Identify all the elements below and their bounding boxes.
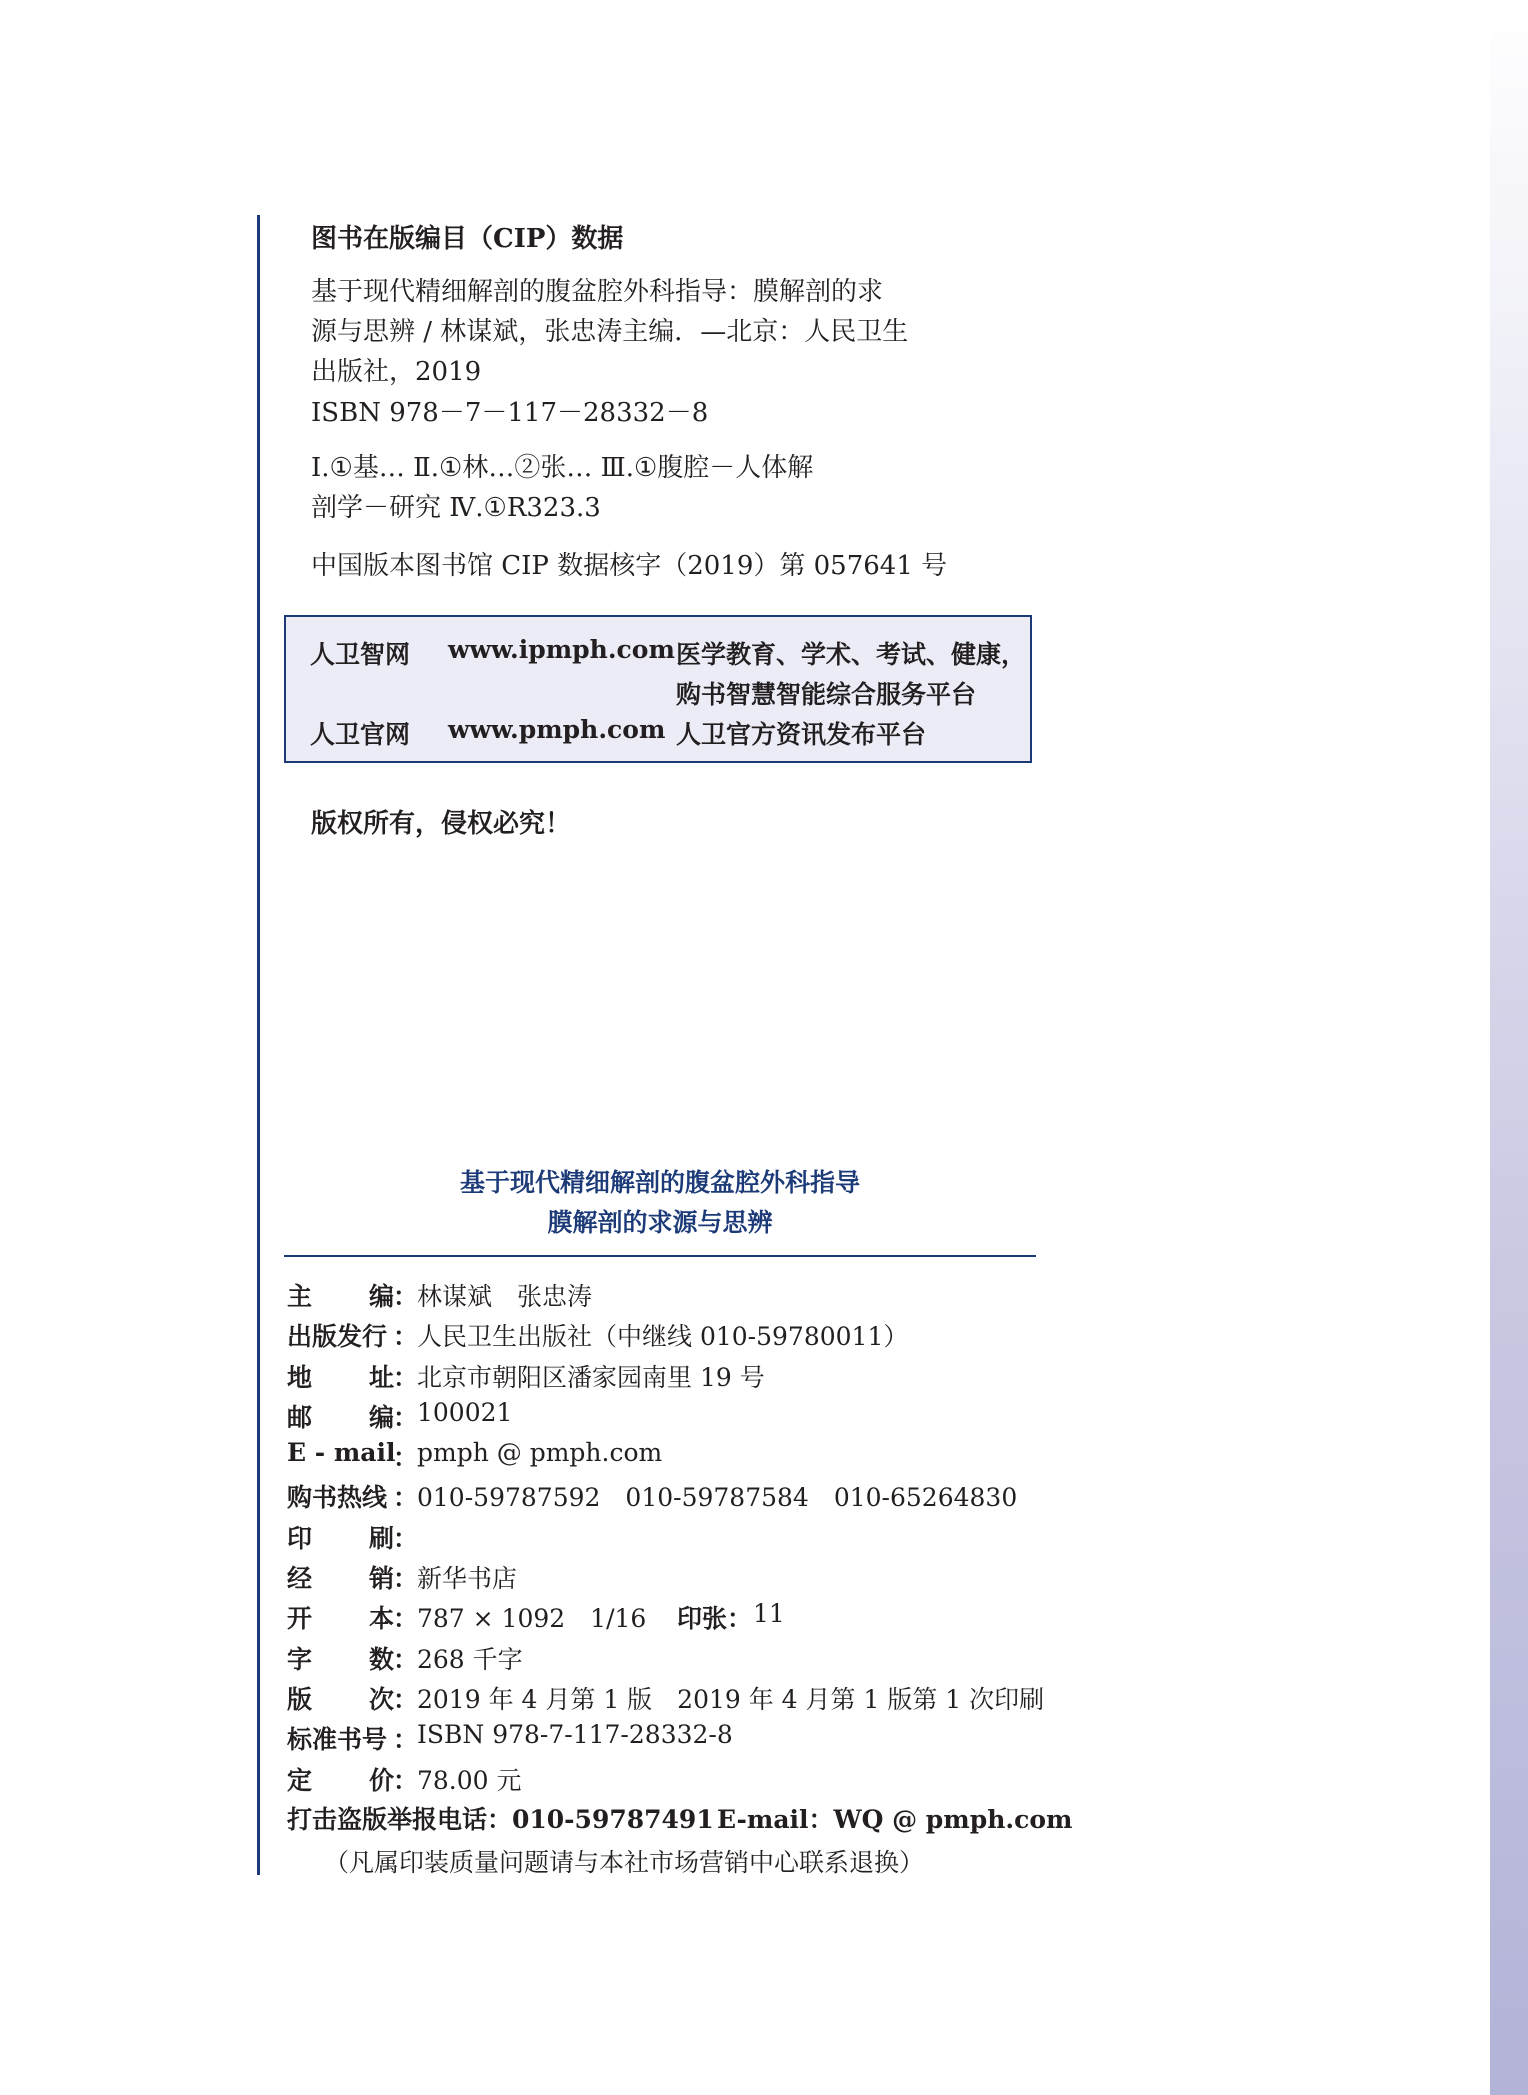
sheets-value: 11 xyxy=(753,1599,785,1629)
cip-isbn: ISBN 978－7－117－28332－8 xyxy=(311,398,709,428)
label: 版 xyxy=(287,1684,313,1714)
label: 编 xyxy=(369,1282,395,1311)
colon: ： xyxy=(393,1322,419,1352)
label: 价 xyxy=(369,1765,395,1795)
website-desc: 购书智慧智能综合服务平台 xyxy=(676,680,977,709)
edition-value: 2019 年 4 月第 1 版 2019 年 4 月第 1 版第 1 次印刷 xyxy=(417,1684,1045,1714)
website-desc: 人卫官方资讯发布平台 xyxy=(676,720,927,749)
address-value: 北京市朝阳区潘家园南里 19 号 xyxy=(417,1362,765,1392)
cip-entry-line: 基于现代精细解剖的腹盆腔外科指导：膜解剖的求 xyxy=(311,277,884,307)
label: 邮 xyxy=(287,1402,313,1432)
label: 地 xyxy=(287,1362,313,1392)
cip-entry-line: 源与思辨 / 林谋斌，张忠涛主编．—北京：人民卫生 xyxy=(311,317,909,347)
return-policy-note: （凡属印装质量问题请与本社市场营销中心联系退换） xyxy=(324,1848,925,1877)
label: 主 xyxy=(287,1282,313,1311)
book-title-line: 基于现代精细解剖的腹盆腔外科指导 xyxy=(459,1168,860,1197)
label: 数 xyxy=(369,1644,395,1674)
isbn-value: ISBN 978-7-117-28332-8 xyxy=(417,1720,733,1750)
postcode-value: 100021 xyxy=(417,1397,513,1427)
book-subtitle-line: 膜解剖的求源与思辨 xyxy=(547,1208,773,1237)
colon: ： xyxy=(393,1765,419,1795)
cip-record-number: 中国版本图书馆 CIP 数据核字（2019）第 057641 号 xyxy=(311,551,948,581)
website-url[interactable]: www.pmph.com xyxy=(448,715,666,744)
publisher-value: 人民卫生出版社（中继线 010-59780011） xyxy=(417,1322,909,1352)
colon: ： xyxy=(393,1644,419,1674)
colon: ： xyxy=(393,1362,419,1392)
colon: ： xyxy=(393,1282,419,1311)
book-title xyxy=(284,1163,1036,1243)
word-count-value: 268 千字 xyxy=(417,1644,523,1674)
colon: ： xyxy=(393,1483,419,1513)
email-value[interactable]: pmph @ pmph.com xyxy=(417,1438,663,1468)
colon: ： xyxy=(393,1564,419,1594)
website-name: 人卫智网 xyxy=(310,640,411,669)
label: 字 xyxy=(287,1644,313,1674)
label: 购书热线 xyxy=(287,1483,388,1513)
label: E - mail xyxy=(287,1438,396,1468)
label: 开 xyxy=(287,1604,313,1634)
label: 编 xyxy=(369,1402,395,1432)
label: 出版发行 xyxy=(287,1322,388,1352)
distributor-value: 新华书店 xyxy=(417,1564,518,1594)
left-vertical-rule xyxy=(257,215,260,1875)
label: 标准书号 xyxy=(287,1725,388,1755)
label: 刷 xyxy=(369,1523,395,1553)
copyright-notice: 版权所有，侵权必究！ xyxy=(311,809,572,839)
label: 定 xyxy=(287,1765,313,1795)
hotline-value: 010-59787592 010-59787584 010-65264830 xyxy=(417,1483,1018,1513)
label: 本 xyxy=(369,1604,395,1634)
label: 址 xyxy=(369,1362,395,1392)
website-url[interactable]: www.ipmph.com xyxy=(448,635,675,664)
cip-entry-line: 出版社，2019 xyxy=(311,357,482,387)
cip-classification xyxy=(311,448,813,528)
price-value: 78.00 元 xyxy=(417,1765,522,1795)
cip-entry xyxy=(311,272,908,392)
sheets-label: 印张： xyxy=(677,1604,753,1634)
cip-classification-line: Ⅰ.①基… Ⅱ.①林…②张… Ⅲ.①腹腔－人体解 xyxy=(311,453,814,483)
colon: ： xyxy=(393,1725,419,1755)
website-desc: 医学教育、学术、考试、健康， xyxy=(676,640,1027,669)
title-divider xyxy=(284,1255,1036,1257)
anti-piracy-email[interactable]: E-mail：WQ @ pmph.com xyxy=(717,1805,1073,1834)
colon: ： xyxy=(393,1604,419,1634)
anti-piracy-hotline: 打击盗版举报电话：010-59787491 xyxy=(287,1805,714,1834)
website-name: 人卫官网 xyxy=(310,720,411,749)
colon: ： xyxy=(393,1523,419,1553)
label: 销 xyxy=(369,1564,395,1594)
label: 次 xyxy=(369,1684,395,1714)
colon: ： xyxy=(393,1684,419,1714)
website-info-box xyxy=(284,615,1032,763)
label: 经 xyxy=(287,1564,313,1594)
label: 印 xyxy=(287,1523,313,1553)
cip-classification-line: 剖学－研究 Ⅳ.①R323.3 xyxy=(311,493,601,523)
cip-heading: 图书在版编目（CIP）数据 xyxy=(311,224,624,254)
format-value: 787 × 1092 1/16 xyxy=(417,1604,647,1634)
page-edge-band xyxy=(1490,0,1528,2095)
anti-piracy-line xyxy=(287,1800,1073,1836)
colon: ： xyxy=(393,1443,419,1473)
editor-value: 林谋斌 张忠涛 xyxy=(417,1282,593,1311)
colon: ： xyxy=(393,1402,419,1432)
